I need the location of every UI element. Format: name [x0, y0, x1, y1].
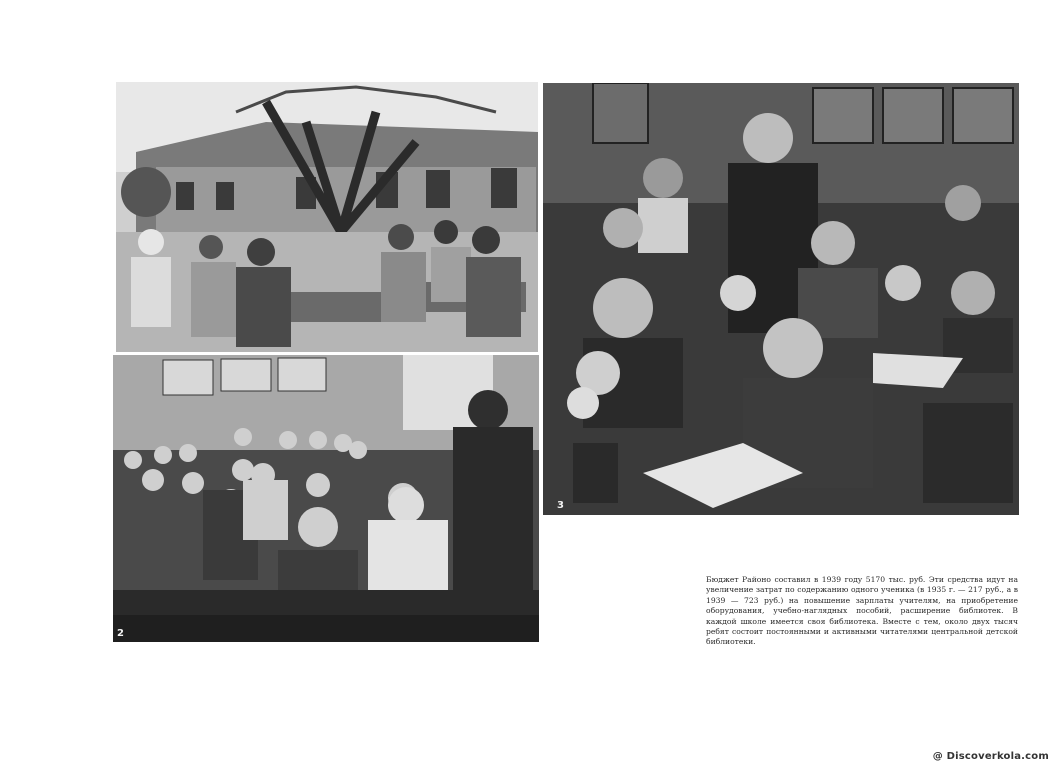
photo-classroom-teacher — [113, 355, 539, 642]
caption-text: Бюджет Районо составил в 1939 году 5170 тыс. руб. Эти средства идут на увеличение затрат по содержанию одного ученика (в 1935 г. — 217 руб., а в 1939 — 723 руб.) на повышение зарплаты учителям, на приобретение оборудования, учебно-наглядных пособий, расширение библиотек. В каждой школе имеется своя библиотека. Вместе с тем, около двух тысяч ребят состоит постоянными и активными читателями центральной детской библиотеки. — [706, 575, 1018, 647]
photo-outdoor-lesson — [116, 82, 538, 352]
photo-number-3: 3 — [557, 500, 564, 511]
photo-number-2: 2 — [117, 628, 124, 639]
photo-students-reading — [543, 83, 1019, 515]
watermark: @ Discoverkola.com — [932, 751, 1049, 762]
